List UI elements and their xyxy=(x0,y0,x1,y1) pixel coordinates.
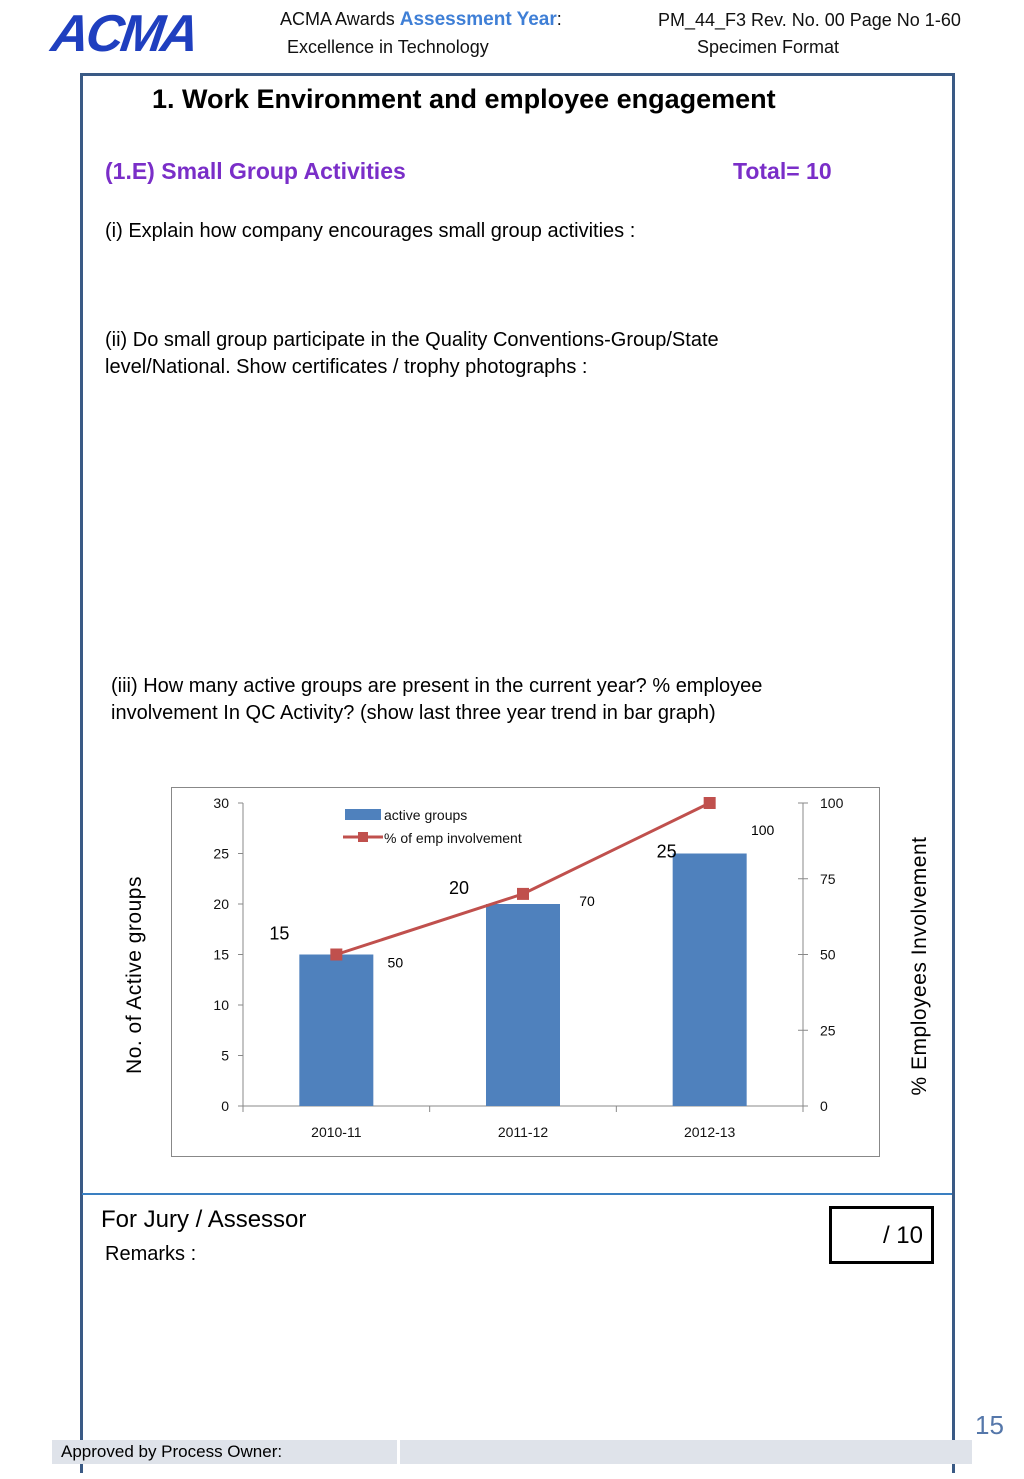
section-total: Total= 10 xyxy=(733,158,832,184)
question-3-line1: (iii) How many active groups are present in the current year? % employee xyxy=(111,675,763,697)
approved-by-label: Approved by Process Owner: xyxy=(52,1440,400,1464)
line-marker xyxy=(330,949,342,961)
legend-label-emp-involvement: % of emp involvement xyxy=(384,830,522,846)
bar-data-label: 15 xyxy=(269,923,290,944)
header-excellence: Excellence in Technology xyxy=(287,37,489,57)
y2-tick-label: 25 xyxy=(820,1022,836,1039)
combo-chart xyxy=(172,788,878,1155)
line-data-label: 70 xyxy=(579,892,595,909)
bar-data-label: 25 xyxy=(656,841,677,862)
line-marker xyxy=(517,888,529,900)
y2-axis-label: % Employees Involvement xyxy=(908,836,931,1096)
footer-bar xyxy=(52,1440,972,1464)
question-2-line1: (ii) Do small group participate in the Quality Conventions-Group/State xyxy=(105,329,719,351)
assessor-label: For Jury / Assessor xyxy=(101,1206,307,1233)
line-data-label: 50 xyxy=(387,954,404,971)
legend-swatch-active-groups xyxy=(345,809,381,820)
header-colon: : xyxy=(556,9,562,29)
x-tick-label: 2012-13 xyxy=(683,1124,736,1140)
question-1: (i) Explain how company encourages small group activities : xyxy=(105,220,636,242)
section-title: 1. Work Environment and employee engagement xyxy=(152,84,776,114)
y-tick-label: 5 xyxy=(221,1047,229,1064)
line-marker xyxy=(704,797,716,809)
header-assessment-year: Assessment Year xyxy=(399,9,557,30)
bar-data-label: 20 xyxy=(448,878,470,898)
x-tick-label: 2011-12 xyxy=(497,1124,549,1140)
y-tick-label: 30 xyxy=(213,795,229,811)
remarks-label: Remarks : xyxy=(105,1243,197,1265)
y2-tick-label: 100 xyxy=(820,795,844,811)
acma-logo: ACMA xyxy=(47,5,201,63)
y-tick-label: 20 xyxy=(213,896,229,912)
bar-active-groups xyxy=(299,955,373,1107)
bar-active-groups xyxy=(486,904,560,1106)
legend-label-active-groups: active groups xyxy=(384,807,468,823)
section-subtitle: (1.E) Small Group Activities xyxy=(105,158,406,184)
y-tick-label: 15 xyxy=(213,946,229,963)
y2-tick-label: 0 xyxy=(820,1098,828,1114)
y-axis-label: No. of Active groups xyxy=(123,876,146,1074)
score-box[interactable]: / 10 xyxy=(829,1206,934,1264)
header-specimen: Specimen Format xyxy=(697,37,840,57)
y-tick-label: 10 xyxy=(213,997,229,1013)
section-divider xyxy=(82,1193,952,1195)
chart-container xyxy=(171,787,880,1157)
header-line1-left xyxy=(280,9,562,31)
y-tick-label: 25 xyxy=(213,845,229,862)
legend-swatch-marker xyxy=(358,832,368,842)
question-2-line2: level/National. Show certificates / trophy photographs : xyxy=(105,356,588,378)
y-tick-label: 0 xyxy=(221,1098,229,1114)
x-tick-label: 2010-11 xyxy=(311,1124,362,1140)
page-frame xyxy=(80,73,955,1473)
header-awards-text: ACMA Awards xyxy=(280,9,395,29)
question-3-line2: involvement In QC Activity? (show last three year trend in bar graph) xyxy=(111,702,716,724)
header-form-ref: PM_44_F3 Rev. No. 00 Page No 1-60 xyxy=(658,10,961,30)
page-number: 15 xyxy=(975,1410,1004,1440)
y2-tick-label: 50 xyxy=(820,946,836,963)
y2-tick-label: 75 xyxy=(820,870,836,887)
bar-active-groups xyxy=(673,854,747,1107)
line-data-label: 100 xyxy=(750,822,775,838)
